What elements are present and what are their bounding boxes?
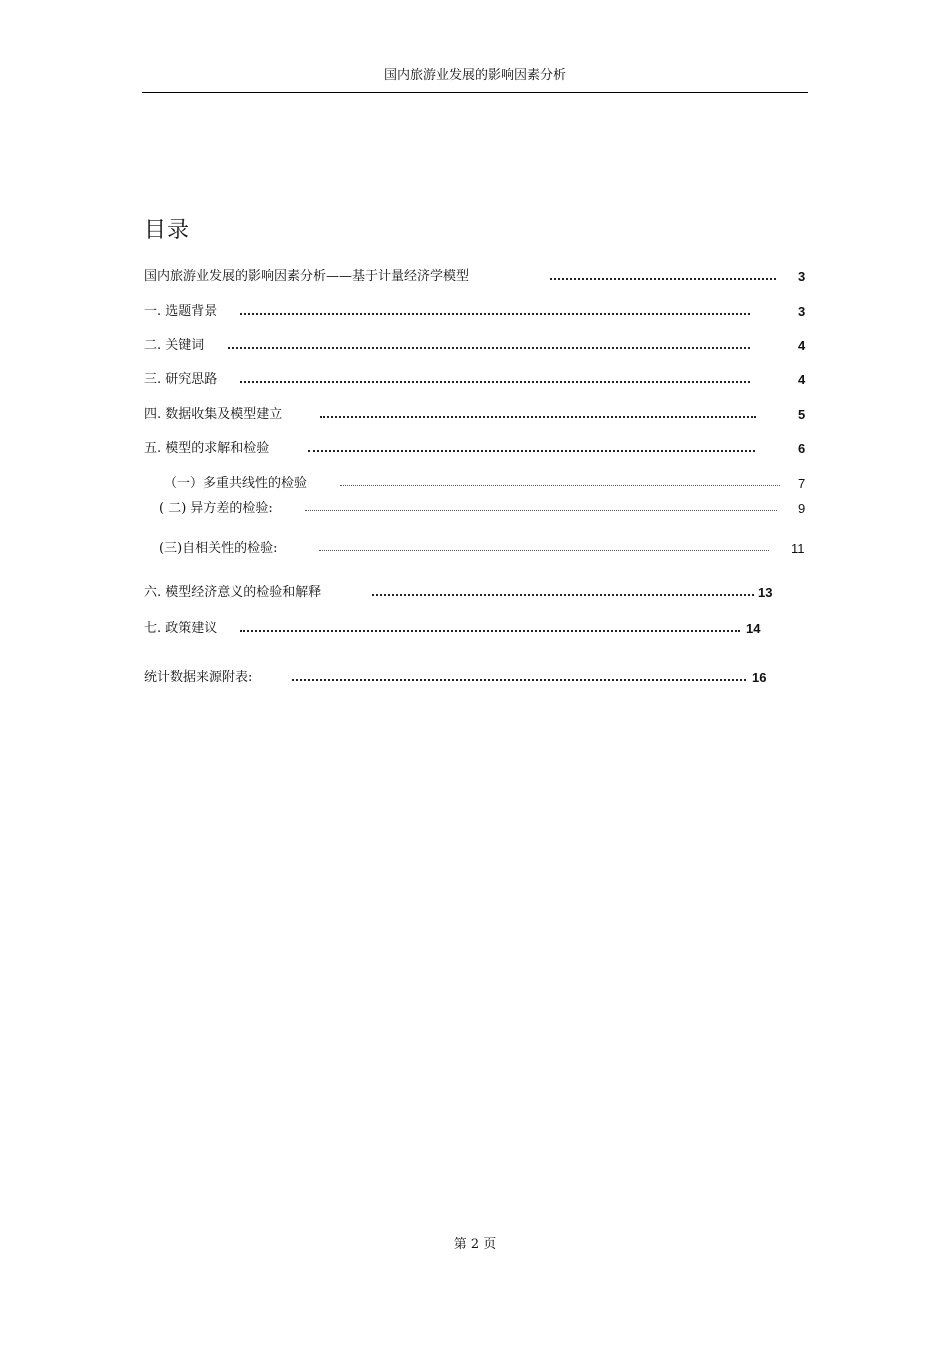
toc-heading: 目录 [144, 218, 191, 243]
toc-entry-page: 14 [746, 621, 761, 636]
toc-entry-page: 5 [798, 407, 806, 422]
toc-entry-page: 16 [752, 670, 767, 685]
toc-entry-label: (三)自相关性的检验: [159, 541, 278, 556]
toc-entry-page: 4 [798, 372, 806, 387]
running-header [142, 64, 808, 93]
toc-entry-label: 六. 模型经济意义的检验和解释 [144, 585, 322, 600]
page-number: 第 2 页 [453, 1237, 497, 1252]
toc-entry-label: 五. 模型的求解和检验 [144, 441, 270, 456]
toc-entry-label: 三. 研究思路 [144, 372, 218, 387]
toc-entry-page: 9 [798, 501, 806, 516]
toc-entry-page: 3 [798, 304, 806, 319]
toc-leader-dots [240, 624, 740, 632]
toc-entry-page: 13 [758, 585, 773, 600]
toc-entry-label: 二. 关键词 [144, 338, 205, 353]
toc-leader-dots [240, 375, 750, 383]
page-footer [0, 1233, 950, 1252]
toc-entry-label: 四. 数据收集及模型建立 [144, 407, 283, 422]
toc-entry-label: ( 二) 异方差的检验: [159, 501, 273, 516]
toc-entry-page: 11 [791, 541, 805, 556]
toc-leader-dots [320, 410, 756, 418]
toc-leader-dots [228, 341, 750, 349]
toc-leader-dots [305, 504, 777, 511]
toc-entry-label: 国内旅游业发展的影响因素分析——基于计量经济学模型 [144, 269, 470, 284]
toc-entry-page: 3 [798, 269, 806, 284]
toc-entry-page: 7 [798, 476, 806, 491]
toc-leader-dots [372, 588, 754, 596]
toc-leader-dots [292, 673, 746, 681]
toc-leader-dots [240, 307, 750, 315]
toc-entry-page: 6 [798, 441, 806, 456]
toc-entry-page: 4 [798, 338, 806, 353]
toc-entry-label: 一. 选题背景 [144, 304, 218, 319]
header-title: 国内旅游业发展的影响因素分析 [383, 68, 566, 83]
toc-leader-dots [308, 444, 755, 452]
toc-leader-dots [340, 479, 780, 486]
toc-entry-label: 七. 政策建议 [144, 621, 218, 636]
toc-leader-dots [550, 272, 776, 280]
toc-leader-dots [319, 544, 769, 551]
toc-entry-label: （一）多重共线性的检验 [164, 476, 308, 491]
toc-entry-label: 统计数据来源附表: [144, 670, 253, 685]
